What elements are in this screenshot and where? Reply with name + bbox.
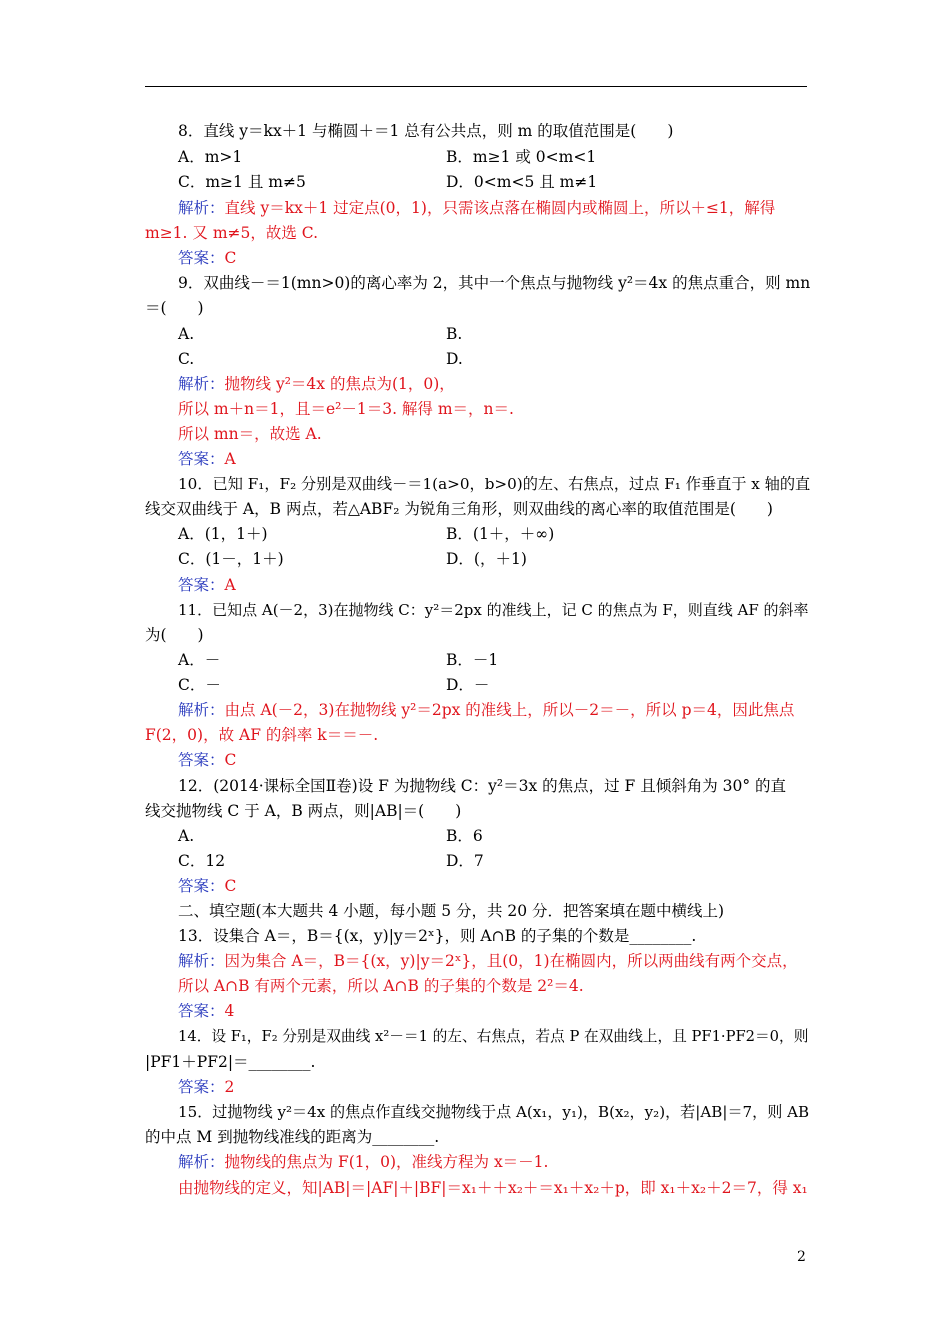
- answer-label: 答案：: [178, 249, 225, 267]
- q10-option-d: D．(，＋1): [446, 550, 527, 568]
- q8-analysis-cont: m≥1. 又 m≠5，故选 C.: [145, 224, 319, 242]
- q10-answer: [178, 575, 236, 595]
- q15-stem-cont: 的中点 M 到抛物线准线的距离为________.: [145, 1128, 440, 1146]
- q13-analysis-cont: 所以 A∩B 有两个元素，所以 A∩B 的子集的个数是 2²＝4.: [178, 977, 584, 995]
- q13-analysis: [178, 951, 798, 971]
- analysis-text: 由点 A(－2，3)在抛物线 y²＝2px 的准线上，所以－2＝－，所以 p＝4，因此焦点: [224, 701, 795, 719]
- q15-analysis-cont: 由抛物线的定义，知|AB|＝|AF|＋|BF|＝x₁＋＋x₂＋＝x₁＋x₂＋p，即 x₁＋x₂＋2＝7，得 x₁: [178, 1179, 808, 1197]
- q13-answer: [178, 1001, 234, 1021]
- q8-stem: 8．直线 y＝kx＋1 与椭圆＋＝1 总有公共点，则 m 的取值范围是( ): [178, 122, 674, 140]
- answer-label: 答案：: [178, 1078, 225, 1096]
- q9-option-b: B.: [446, 325, 463, 343]
- q11-option-b: B．－1: [446, 651, 499, 669]
- q14-answer: [178, 1077, 234, 1097]
- answer-value: 4: [224, 1002, 235, 1020]
- q10-stem: 10．已知 F₁，F₂ 分别是双曲线－＝1(a>0，b>0)的左、右焦点，过点 F₁ 作垂直于 x 轴的直: [178, 475, 811, 493]
- answer-label: 答案：: [178, 751, 225, 769]
- q8-option-b: B．m≥1 或 0<m<1: [446, 148, 597, 166]
- q9-analysis-cont-1: 所以 m＋n＝1，且＝e²－1＝3. 解得 m＝，n＝.: [178, 400, 514, 418]
- q9-stem-cont: ＝( ): [145, 299, 204, 317]
- q14-stem: 14．设 F₁，F₂ 分别是双曲线 x²－＝1 的左、右焦点，若点 P 在双曲线上，且 PF1·PF2＝0，则: [178, 1028, 809, 1045]
- q9-option-d: D.: [446, 350, 463, 368]
- page-number: 2: [797, 1249, 806, 1265]
- q12-option-b: B．6: [446, 827, 483, 845]
- q12-option-d: D．7: [446, 852, 484, 870]
- q11-stem-cont: 为( ): [145, 626, 204, 644]
- q11-option-c: C．－: [178, 676, 221, 694]
- analysis-label: 解析：: [178, 952, 225, 970]
- q9-analysis-cont-2: 所以 mn＝，故选 A.: [178, 425, 322, 443]
- answer-label: 答案：: [178, 1002, 225, 1020]
- q12-option-c: C．12: [178, 852, 226, 870]
- q15-stem: 15．过抛物线 y²＝4x 的焦点作直线交抛物线于点 A(x₁，y₁)，B(x₂，y₂)，若|AB|＝7，则 AB: [178, 1103, 810, 1121]
- analysis-text: 因为集合 A＝，B＝{(x，y)|y＝2ˣ}，且(0，1)在椭圆内，所以两曲线有两个交点，: [224, 952, 798, 970]
- q9-option-a: A.: [178, 325, 195, 343]
- q11-answer: [178, 750, 236, 770]
- answer-value: A: [224, 576, 236, 594]
- q8-analysis: [178, 198, 775, 218]
- q12-option-a: A.: [178, 827, 195, 845]
- q9-answer: [178, 449, 236, 469]
- q10-option-a: A．(1，1＋): [178, 525, 268, 543]
- answer-value: C: [224, 877, 237, 895]
- q10-option-b: B．(1＋，＋∞): [446, 525, 555, 543]
- q8-answer: [178, 248, 236, 268]
- q12-answer: [178, 876, 236, 896]
- q10-stem-cont: 线交双曲线于 A，B 两点，若△ABF₂ 为锐角三角形，则双曲线的离心率的取值范围是( ): [145, 500, 773, 518]
- answer-value: 2: [224, 1078, 235, 1096]
- q11-option-a: A．－: [178, 651, 221, 669]
- analysis-label: 解析：: [178, 701, 225, 719]
- q11-analysis: [178, 700, 794, 720]
- analysis-text: 抛物线 y²＝4x 的焦点为(1，0)，: [224, 375, 455, 393]
- q13-stem: 13．设集合 A＝，B＝{(x，y)|y＝2ˣ}，则 A∩B 的子集的个数是________.: [178, 927, 697, 945]
- q9-option-c: C.: [178, 350, 195, 368]
- answer-value: C: [224, 249, 237, 267]
- q11-stem: 11．已知点 A(－2，3)在抛物线 C：y²＝2px 的准线上，记 C 的焦点为 F，则直线 AF 的斜率: [178, 601, 809, 619]
- header-rule: [145, 86, 807, 87]
- q11-analysis-cont: F(2，0)，故 AF 的斜率 k＝＝－.: [145, 726, 379, 744]
- q12-stem-cont: 线交抛物线 C 于 A，B 两点，则|AB|＝( ): [145, 802, 462, 820]
- q9-analysis: [178, 374, 455, 394]
- analysis-label: 解析：: [178, 375, 225, 393]
- answer-label: 答案：: [178, 877, 225, 895]
- q12-stem: 12．(2014·课标全国Ⅱ卷)设 F 为抛物线 C：y²＝3x 的焦点，过 F 且倾斜角为 30° 的直: [178, 777, 787, 795]
- analysis-text: 抛物线的焦点为 F(1，0)，准线方程为 x＝－1.: [224, 1153, 549, 1171]
- q15-analysis: [178, 1152, 548, 1172]
- answer-label: 答案：: [178, 576, 225, 594]
- section-heading-fill-blank: 二、填空题(本大题共 4 小题，每小题 5 分，共 20 分．把答案填在题中横线上): [178, 902, 725, 920]
- answer-value: A: [224, 450, 236, 468]
- answer-label: 答案：: [178, 450, 225, 468]
- q9-stem: 9．双曲线－＝1(mn>0)的离心率为 2，其中一个焦点与抛物线 y²＝4x 的焦点重合，则 mn: [178, 274, 811, 292]
- analysis-text: 直线 y＝kx＋1 过定点(0，1)，只需该点落在椭圆内或椭圆上，所以＋≤1，解得: [224, 199, 776, 217]
- q14-stem-cont: |PF1＋PF2|＝________.: [145, 1053, 316, 1071]
- q8-option-d: D．0<m<5 且 m≠1: [446, 173, 598, 191]
- analysis-label: 解析：: [178, 199, 225, 217]
- answer-value: C: [224, 751, 237, 769]
- q8-option-c: C．m≥1 且 m≠5: [178, 173, 306, 191]
- q8-option-a: A．m>1: [178, 148, 243, 166]
- q10-option-c: C．(1－，1＋): [178, 550, 284, 568]
- q11-option-d: D．－: [446, 676, 490, 694]
- analysis-label: 解析：: [178, 1153, 225, 1171]
